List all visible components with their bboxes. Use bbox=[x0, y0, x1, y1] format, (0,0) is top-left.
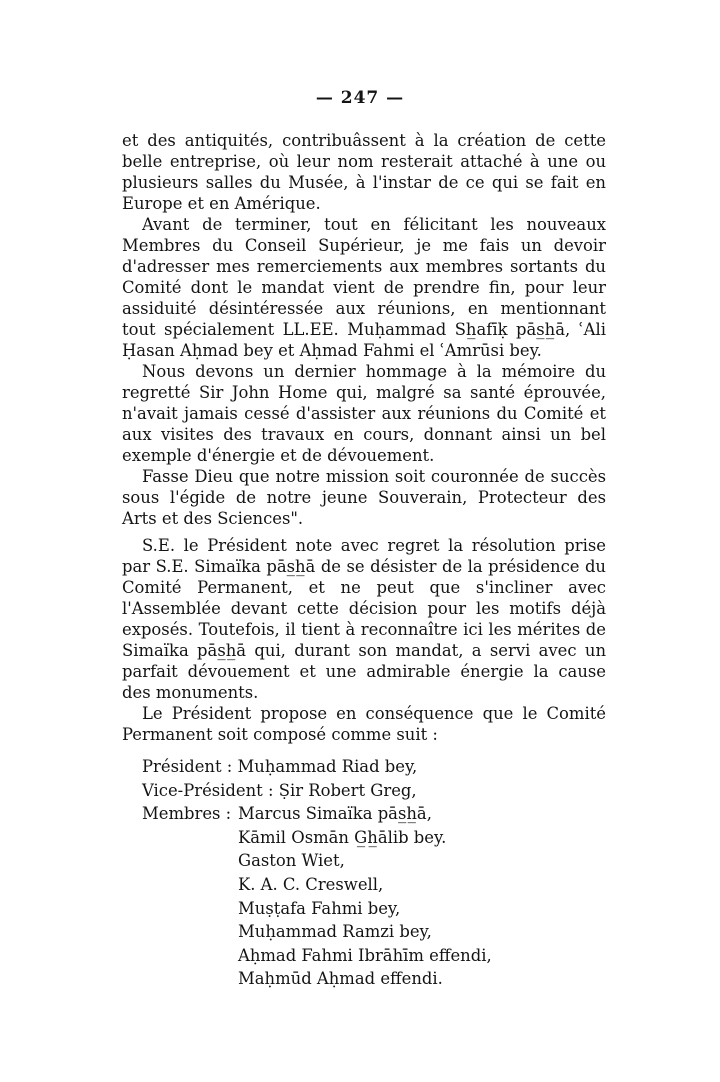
vice-president-row bbox=[142, 779, 606, 803]
member-item: Maḥmūd Aḥmad effendi. bbox=[238, 969, 443, 989]
member-item: Muḥammad Ramzi bey, bbox=[238, 922, 432, 942]
member-item: Kāmil Osmān G̲h̲ālib bey. bbox=[238, 827, 447, 847]
paragraph-1: et des antiquités, contribuâssent à la création de cette belle entreprise, où leur nom resterait attaché à une ou plusieurs salles du Musée, à l'instar de ce qui se fait en Europe et en Amérique. bbox=[122, 131, 606, 213]
committee-list bbox=[122, 755, 606, 991]
body-text bbox=[122, 130, 606, 991]
president-label: Président : bbox=[142, 757, 238, 776]
vice-president-label: Vice-Président : bbox=[142, 780, 279, 800]
member-item: Muṣṭafa Fahmi bey, bbox=[238, 898, 401, 918]
member-item: K. A. C. Creswell, bbox=[238, 874, 384, 894]
paragraph-4: Fasse Dieu que notre mission soit couronnée de succès sous l'égide de notre jeune Souverain, Protecteur des Arts et des Sciences". bbox=[122, 467, 606, 528]
vice-president-name: Ṣir Robert Greg, bbox=[278, 780, 417, 800]
members-label: Membres : bbox=[142, 804, 232, 824]
member-item: Marcus Simaïka pās̲h̲ā, bbox=[238, 804, 432, 824]
page-number: — 247 — bbox=[315, 88, 405, 108]
member-item: Aḥmad Fahmi Ibrāhīm effendi, bbox=[238, 945, 492, 965]
members-list bbox=[238, 802, 492, 991]
paragraph-5: S.E. le Président note avec regret la résolution prise par S.E. Simaïka pās̲h̲ā de se désister de la présidence du Comité Permanent, et ne peut que s'incliner avec l'Assemblée devant cette décision pour les motifs déjà exposés. Toutefois, il tient à reconnaître ici les mérites de Simaïka pās̲h̲ā qui, durant son mandat, a servi avec un parfait dévouement et une admirable énergie la cause des monuments. bbox=[122, 536, 606, 702]
president-row bbox=[142, 755, 606, 779]
paragraph-2: Avant de terminer, tout en félicitant les nouveaux Membres du Conseil Supérieur, je me fais un devoir d'adresser mes remerciements aux membres sortants du Comité dont le mandat vient de prendre fin, pour leur assiduité désintéressée aux réunions, en mentionnant tout spécialement LL.EE. Muḥammad Sh̲afīḳ pās̲h̲ā, ʿAli Ḥasan Aḥmad bey et Aḥmad Fahmi el ʿAmrūsi bey. bbox=[122, 215, 606, 360]
paragraph-6: Le Président propose en conséquence que le Comité Permanent soit composé comme suit : bbox=[122, 704, 606, 744]
member-item: Gaston Wiet, bbox=[238, 851, 345, 871]
paragraph-3: Nous devons un dernier hommage à la mémoire du regretté Sir John Home qui, malgré sa santé éprouvée, n'avait jamais cessé d'assister aux réunions du Comité et aux visites des travaux en cours, donnant ainsi un bel exemple d'énergie et de dévouement. bbox=[122, 362, 606, 465]
president-name: Muḥammad Riad bey, bbox=[237, 757, 418, 776]
members-row bbox=[142, 802, 606, 991]
